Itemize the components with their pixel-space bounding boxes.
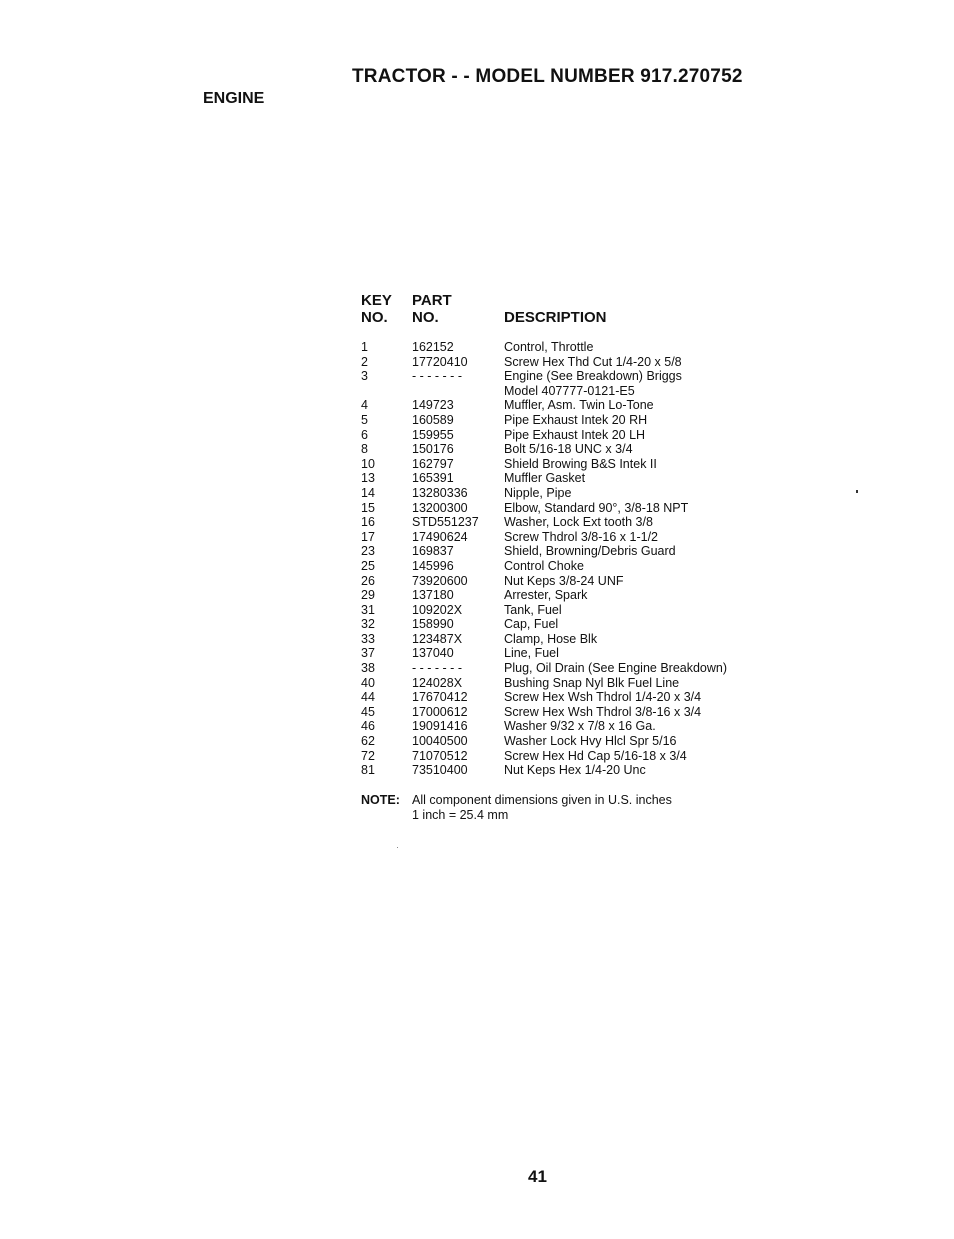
page-number: 41 [528, 1167, 547, 1186]
key-number: 23 [361, 544, 375, 559]
key-number: 15 [361, 500, 375, 515]
note-line2: 1 inch = 25.4 mm [412, 807, 509, 822]
parts-row [361, 574, 781, 589]
part-description [504, 734, 781, 749]
part-description-line: Screw Hex Wsh Thdrol 3/8-16 x 3/4 [504, 704, 702, 719]
parts-row [361, 734, 781, 749]
part-description [504, 530, 781, 545]
parts-row [361, 413, 781, 428]
part-description-line: Plug, Oil Drain (See Engine Breakdown) [504, 661, 728, 676]
key-number: 5 [361, 412, 368, 427]
parts-row [361, 428, 781, 443]
parts-row [361, 646, 781, 661]
parts-row [361, 369, 781, 398]
part-description-line: Washer, Lock Ext tooth 3/8 [504, 515, 653, 530]
key-number: 81 [361, 763, 375, 778]
part-number: 150176 [412, 442, 454, 457]
part-description [504, 457, 781, 472]
column-header-key [361, 292, 392, 326]
parts-row [361, 749, 781, 764]
key-number: 25 [361, 558, 375, 573]
part-description [504, 398, 781, 413]
parts-row [361, 690, 781, 705]
part-description-line: Tank, Fuel [504, 602, 562, 617]
key-number: 33 [361, 631, 375, 646]
part-description-line: Line, Fuel [504, 646, 559, 661]
key-number: 38 [361, 661, 375, 676]
part-description-line: Control, Throttle [504, 340, 594, 354]
part-number: 17720410 [412, 354, 468, 369]
key-number: 32 [361, 617, 375, 632]
part-number: 13280336 [412, 485, 468, 500]
part-description [504, 559, 781, 574]
part-description [504, 340, 781, 355]
column-header-part-line1: PART [412, 292, 452, 309]
key-number: 6 [361, 427, 368, 442]
parts-row [361, 588, 781, 603]
part-number: 160589 [412, 412, 454, 427]
parts-row [361, 501, 781, 516]
part-description [504, 574, 781, 589]
parts-row [361, 355, 781, 370]
part-description-line: Pipe Exhaust Intek 20 LH [504, 427, 646, 442]
key-number: 10 [361, 456, 375, 471]
part-description-line: Pipe Exhaust Intek 20 RH [504, 412, 648, 427]
note [361, 793, 672, 822]
parts-row [361, 544, 781, 559]
parts-row [361, 763, 781, 778]
part-number: 19091416 [412, 719, 468, 734]
part-description-line: Screw Hex Thd Cut 1/4-20 x 5/8 [504, 354, 682, 369]
key-number: 13 [361, 471, 375, 486]
column-header-key-line2: NO. [361, 309, 388, 326]
part-description-line: Bolt 5/16-18 UNC x 3/4 [504, 442, 633, 457]
key-number: 2 [361, 354, 368, 369]
part-number: - - - - - - - [412, 661, 462, 676]
key-number: 62 [361, 734, 375, 749]
section-title: ENGINE [203, 90, 265, 107]
key-number: 45 [361, 704, 375, 719]
part-description [504, 515, 781, 530]
parts-row [361, 661, 781, 676]
part-description-line: Elbow, Standard 90°, 3/8-18 NPT [504, 500, 689, 515]
part-description-line: Control Choke [504, 558, 584, 573]
part-description [504, 413, 781, 428]
part-number: 162797 [412, 456, 454, 471]
part-description-line: Engine (See Breakdown) Briggs [504, 369, 682, 384]
part-description-line: Model 407777-0121-E5 [504, 383, 635, 398]
part-description-line: Arrester, Spark [504, 588, 588, 603]
key-number: 17 [361, 529, 375, 544]
key-number: 37 [361, 646, 375, 661]
part-description-line: Muffler Gasket [504, 471, 586, 486]
parts-row [361, 676, 781, 691]
part-description-line: Screw Hex Wsh Thdrol 1/4-20 x 3/4 [504, 690, 702, 705]
part-number: 17000612 [412, 704, 468, 719]
key-number: 46 [361, 719, 375, 734]
part-description [504, 690, 781, 705]
part-description [504, 661, 781, 676]
part-description-line: Muffler, Asm. Twin Lo-Tone [504, 398, 654, 413]
part-description [504, 749, 781, 764]
part-number: - - - - - - - [412, 369, 462, 384]
part-number: 137040 [412, 646, 454, 661]
key-number: 8 [361, 442, 368, 457]
key-number: 31 [361, 602, 375, 617]
part-description-line: Cap, Fuel [504, 617, 559, 632]
part-number: 10040500 [412, 734, 468, 749]
parts-row [361, 632, 781, 647]
part-description-line: Screw Thdrol 3/8-16 x 1-1/2 [504, 529, 659, 544]
part-number: 124028X [412, 675, 463, 690]
part-description-line: Shield, Browning/Debris Guard [504, 544, 676, 559]
note-line1: All component dimensions given in U.S. inches [412, 793, 672, 807]
parts-row [361, 515, 781, 530]
part-description [504, 646, 781, 661]
column-header-key-line1: KEY [361, 292, 392, 309]
stray-mark [856, 490, 858, 493]
part-number: 17490624 [412, 529, 468, 544]
part-number: 13200300 [412, 500, 468, 515]
part-description [504, 355, 781, 370]
key-number: 4 [361, 398, 368, 413]
part-number: 165391 [412, 471, 454, 486]
parts-row [361, 457, 781, 472]
key-number: 26 [361, 573, 375, 588]
part-description-line: Nut Keps Hex 1/4-20 Unc [504, 763, 646, 778]
part-description [504, 603, 781, 618]
key-number: 40 [361, 675, 375, 690]
key-number: 3 [361, 369, 368, 384]
part-number: 73510400 [412, 763, 468, 778]
parts-row [361, 559, 781, 574]
part-description [504, 676, 781, 691]
column-header-description: DESCRIPTION [504, 309, 607, 326]
part-number: 159955 [412, 427, 454, 442]
parts-row [361, 530, 781, 545]
part-description [504, 705, 781, 720]
parts-row [361, 603, 781, 618]
page-title: TRACTOR - - MODEL NUMBER 917.270752 [352, 66, 743, 87]
parts-row [361, 617, 781, 632]
part-description [504, 369, 781, 398]
key-number: 29 [361, 588, 375, 603]
part-number: 145996 [412, 558, 454, 573]
parts-row [361, 398, 781, 413]
note-label: NOTE: [361, 793, 400, 807]
part-description [504, 763, 781, 778]
part-description [504, 442, 781, 457]
key-number: 72 [361, 748, 375, 763]
part-number: 169837 [412, 544, 454, 559]
parts-row [361, 486, 781, 501]
column-header-part-line2: NO. [412, 309, 439, 326]
key-number: 44 [361, 690, 375, 705]
parts-row [361, 719, 781, 734]
note-text [412, 793, 672, 822]
part-description [504, 719, 781, 734]
parts-row [361, 705, 781, 720]
part-description [504, 617, 781, 632]
key-number: 16 [361, 515, 375, 530]
column-header-part [412, 292, 452, 326]
part-description [504, 544, 781, 559]
part-number: STD551237 [412, 515, 479, 530]
key-number: 1 [361, 340, 368, 354]
part-number: 137180 [412, 588, 454, 603]
part-description-line: Nipple, Pipe [504, 485, 572, 500]
part-description [504, 501, 781, 516]
part-description-line: Shield Browing B&S Intek II [504, 456, 657, 471]
part-description [504, 486, 781, 501]
part-description [504, 588, 781, 603]
part-number: 71070512 [412, 748, 468, 763]
part-number: 109202X [412, 602, 463, 617]
parts-row [361, 471, 781, 486]
parts-list [361, 340, 781, 778]
part-description [504, 471, 781, 486]
part-number: 73920600 [412, 573, 468, 588]
key-number: 14 [361, 485, 375, 500]
part-description [504, 632, 781, 647]
part-number: 158990 [412, 617, 454, 632]
part-description-line: Washer Lock Hvy Hlcl Spr 5/16 [504, 734, 677, 749]
part-description-line: Nut Keps 3/8-24 UNF [504, 573, 624, 588]
stray-dot [397, 847, 398, 848]
part-description-line: Clamp, Hose Blk [504, 631, 598, 646]
part-number: 162152 [412, 340, 454, 354]
part-number: 149723 [412, 398, 454, 413]
part-number: 17670412 [412, 690, 468, 705]
part-description-line: Washer 9/32 x 7/8 x 16 Ga. [504, 719, 656, 734]
part-description-line: Screw Hex Hd Cap 5/16-18 x 3/4 [504, 748, 687, 763]
parts-row [361, 340, 781, 355]
part-description [504, 428, 781, 443]
parts-row [361, 442, 781, 457]
part-number: 123487X [412, 631, 463, 646]
part-description-line: Bushing Snap Nyl Blk Fuel Line [504, 675, 680, 690]
